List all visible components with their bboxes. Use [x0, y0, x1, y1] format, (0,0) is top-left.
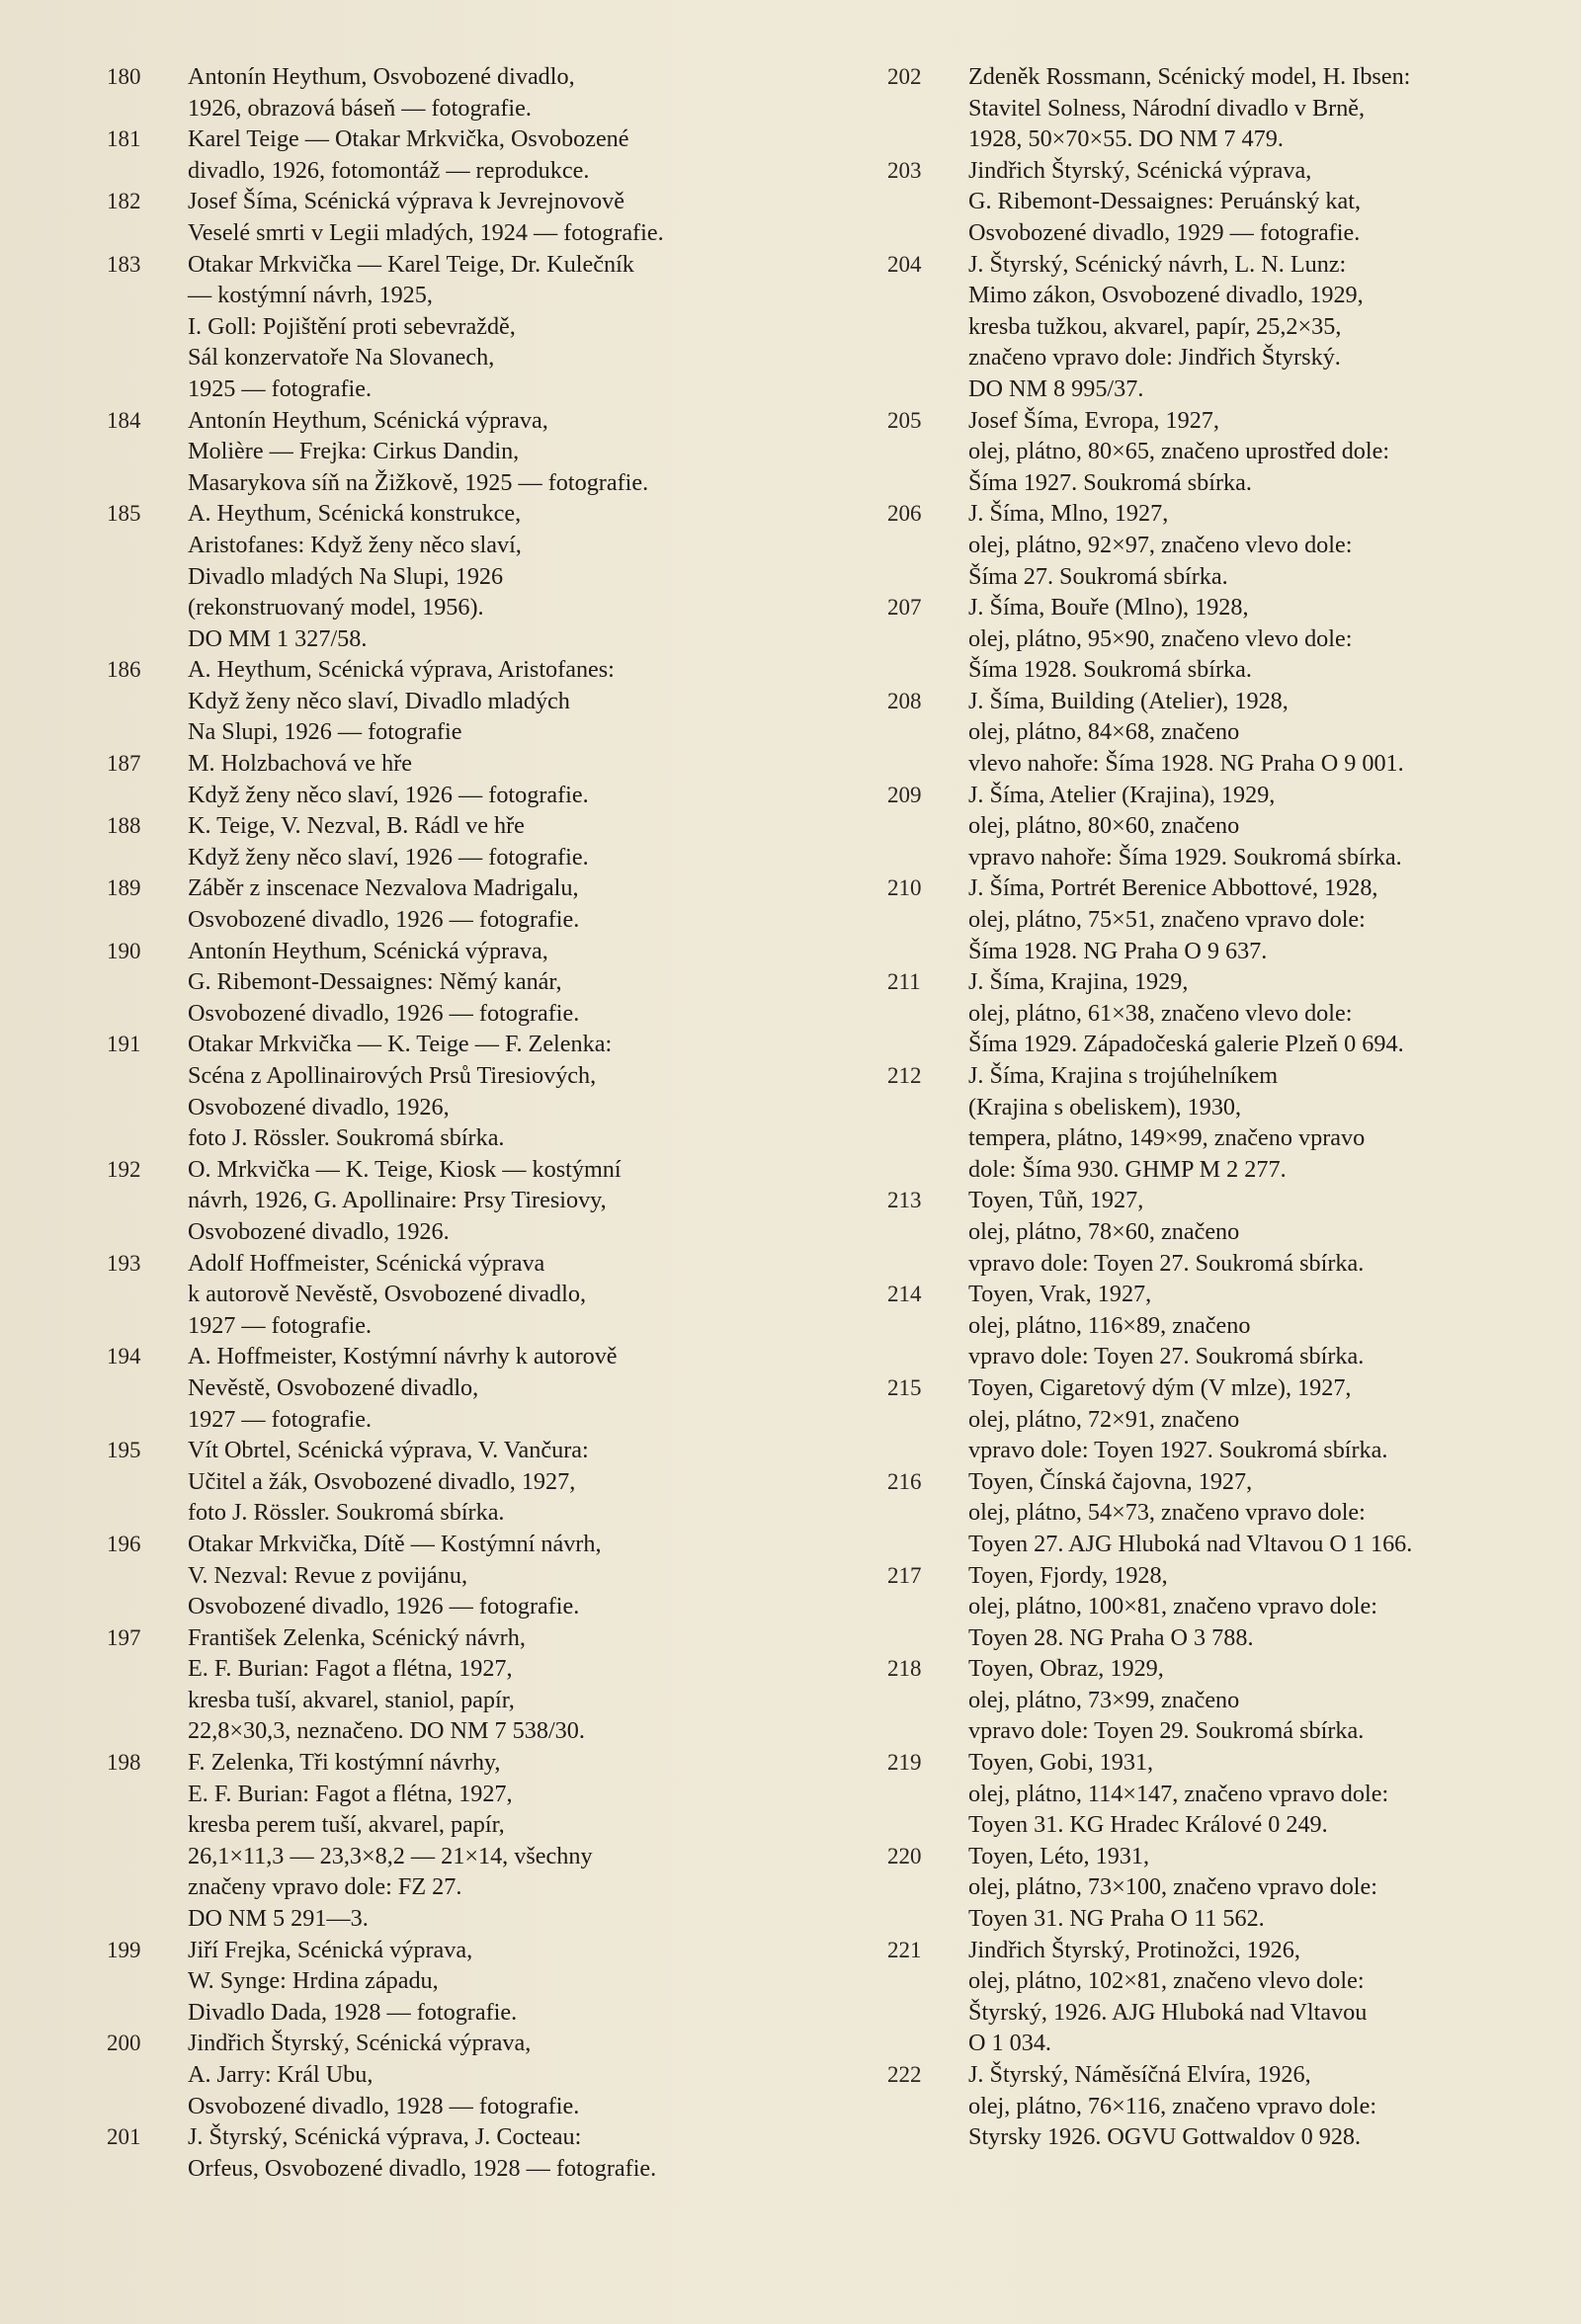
entry-number: 221	[887, 1937, 922, 1962]
entry-line: E. F. Burian: Fagot a flétna, 1927,	[188, 1655, 513, 1683]
entry-line: kresba perem tuší, akvarel, papír,	[188, 1811, 505, 1839]
left-column	[107, 61, 789, 2184]
entry-number: 219	[887, 1750, 922, 1776]
entry-line: olej, plátno, 116×89, značeno	[968, 1311, 1251, 1339]
entry-text	[188, 1529, 789, 1622]
entry-line: tempera, plátno, 149×99, značeno vpravo	[968, 1124, 1366, 1152]
entry-text	[968, 405, 1544, 499]
entry-line: olej, plátno, 84×68, značeno	[968, 718, 1240, 746]
entry-number: 222	[887, 2062, 922, 2087]
catalog-entry	[107, 1935, 789, 2029]
entry-number: 190	[107, 938, 141, 963]
entry-line: (rekonstruovaný model, 1956).	[188, 594, 484, 622]
catalog-entry	[887, 1372, 1544, 1466]
entry-line: Vít Obrtel, Scénická výprava, V. Vančura:	[188, 1437, 589, 1464]
entry-text	[968, 592, 1544, 686]
catalog-entry	[107, 405, 789, 499]
entry-line: Toyen, Léto, 1931,	[968, 1842, 1150, 1869]
entry-line: Toyen 28. NG Praha O 3 788.	[968, 1623, 1254, 1651]
entry-text	[188, 2121, 789, 2184]
entry-line: Orfeus, Osvobozené divadlo, 1928 — fotografie.	[188, 2154, 657, 2182]
entry-number: 182	[107, 189, 141, 214]
catalog-entry	[887, 872, 1544, 966]
entry-line: Toyen, Gobi, 1931,	[968, 1749, 1154, 1777]
entry-number: 207	[887, 595, 922, 621]
catalog-entry	[107, 2121, 789, 2184]
entry-line: Antonín Heythum, Scénická výprava,	[188, 937, 548, 964]
entry-number: 213	[887, 1188, 922, 1213]
entry-number: 187	[107, 751, 141, 777]
catalog-entry	[887, 966, 1544, 1060]
entry-line: Divadlo Dada, 1928 — fotografie.	[188, 1998, 518, 2026]
entry-line: Josef Šíma, Scénická výprava k Jevrejnovově	[188, 188, 624, 215]
entry-text	[188, 654, 789, 748]
entry-line: G. Ribemont-Dessaignes: Peruánský kat,	[968, 188, 1362, 215]
entry-line: olej, plátno, 73×100, značeno vpravo dole:	[968, 1873, 1377, 1901]
entry-text	[188, 1029, 789, 1153]
catalog-entry	[887, 1466, 1544, 1560]
entry-line: návrh, 1926, G. Apollinaire: Prsy Tiresiovy,	[188, 1187, 607, 1214]
entry-line: vpravo dole: Toyen 27. Soukromá sbírka.	[968, 1343, 1365, 1370]
catalog-entry	[887, 1560, 1544, 1654]
entry-line: J. Štyrský, Scénický návrh, L. N. Lunz:	[968, 250, 1347, 278]
entry-text	[968, 155, 1544, 249]
entry-line: Otakar Mrkvička, Dítě — Kostýmní návrh,	[188, 1530, 602, 1557]
entry-line: Masarykova síň na Žižkově, 1925 — fotografie.	[188, 468, 649, 496]
catalog-entry	[107, 748, 789, 810]
entry-line: DO NM 8 995/37.	[968, 374, 1144, 402]
entry-line: Molière — Frejka: Cirkus Dandin,	[188, 438, 520, 465]
entry-line: Adolf Hoffmeister, Scénická výprava	[188, 1249, 545, 1277]
entry-number: 197	[107, 1624, 141, 1650]
entry-text	[188, 1935, 789, 2029]
entry-text	[968, 1185, 1544, 1279]
entry-text	[188, 1747, 789, 1935]
entry-number: 217	[887, 1562, 922, 1588]
entry-number: 186	[107, 657, 141, 683]
catalog-entry	[887, 498, 1544, 592]
catalog-entry	[107, 872, 789, 935]
entry-number: 206	[887, 501, 922, 527]
entry-line: olej, plátno, 75×51, značeno vpravo dole:	[968, 906, 1366, 934]
catalog-entry	[887, 1185, 1544, 1279]
entry-line: DO NM 5 291—3.	[188, 1905, 369, 1933]
entry-text	[188, 810, 789, 872]
entry-number: 204	[887, 251, 922, 277]
entry-number: 185	[107, 501, 141, 527]
entry-line: J. Šíma, Krajina, 1929,	[968, 968, 1189, 996]
entry-number: 189	[107, 875, 141, 901]
catalog-entry	[107, 1435, 789, 1529]
entry-number: 184	[107, 407, 141, 433]
entry-line: Sál konzervatoře Na Slovanech,	[188, 344, 495, 372]
catalog-entry	[107, 1341, 789, 1435]
entry-number: 214	[887, 1282, 922, 1307]
entry-line: W. Synge: Hrdina západu,	[188, 1967, 439, 1995]
catalog-entry	[887, 249, 1544, 405]
catalog-entry	[107, 1529, 789, 1622]
entry-line: (Krajina s obeliskem), 1930,	[968, 1093, 1242, 1120]
entry-line: kresba tužkou, akvarel, papír, 25,2×35,	[968, 312, 1342, 340]
entry-line: M. Holzbachová ve hře	[188, 750, 413, 778]
entry-line: Styrsky 1926. OGVU Gottwaldov 0 928.	[968, 2123, 1362, 2151]
catalog-entry	[887, 155, 1544, 249]
entry-line: Otakar Mrkvička — Karel Teige, Dr. Kulečník	[188, 250, 634, 278]
entry-number: 195	[107, 1438, 141, 1463]
catalog-entry	[107, 186, 789, 248]
entry-line: J. Štyrský, Náměsíčná Elvíra, 1926,	[968, 2061, 1311, 2088]
entry-line: kresba tuší, akvarel, staniol, papír,	[188, 1686, 515, 1713]
entry-line: Toyen 31. KG Hradec Králové 0 249.	[968, 1811, 1328, 1839]
entry-line: A. Jarry: Král Ubu,	[188, 2061, 374, 2088]
entry-line: — kostýmní návrh, 1925,	[188, 282, 433, 309]
entry-text	[188, 872, 789, 935]
entry-line: Jiří Frejka, Scénická výprava,	[188, 1936, 473, 1963]
catalog-entry	[887, 2059, 1544, 2153]
entry-line: olej, plátno, 80×65, značeno uprostřed dole:	[968, 438, 1390, 465]
entry-line: 1928, 50×70×55. DO NM 7 479.	[968, 125, 1284, 153]
entry-line: vpravo dole: Toyen 1927. Soukromá sbírka.	[968, 1437, 1388, 1464]
entry-line: olej, plátno, 95×90, značeno vlevo dole:	[968, 624, 1353, 652]
entry-line: divadlo, 1926, fotomontáž — reprodukce.	[188, 156, 590, 184]
entry-number: 193	[107, 1250, 141, 1276]
entry-text	[968, 498, 1544, 592]
entry-line: Když ženy něco slaví, 1926 — fotografie.	[188, 781, 589, 808]
entry-text	[968, 966, 1544, 1060]
entry-line: J. Šíma, Krajina s trojúhelníkem	[968, 1062, 1279, 1089]
entry-line: 22,8×30,3, neznačeno. DO NM 7 538/30.	[188, 1717, 585, 1745]
entry-line: Jindřich Štyrský, Protinožci, 1926,	[968, 1936, 1300, 1963]
entry-line: Josef Šíma, Evropa, 1927,	[968, 406, 1219, 434]
entry-line: O 1 034.	[968, 2030, 1051, 2057]
entry-line: značeny vpravo dole: FZ 27.	[188, 1873, 462, 1901]
entry-line: 1925 — fotografie.	[188, 374, 373, 402]
entry-line: Nevěstě, Osvobozené divadlo,	[188, 1373, 479, 1401]
entry-line: Toyen, Cigaretový dým (V mlze), 1927,	[968, 1373, 1352, 1401]
entry-line: olej, plátno, 76×116, značeno vpravo dole:	[968, 2092, 1377, 2119]
entry-line: 1927 — fotografie.	[188, 1311, 373, 1339]
entry-line: olej, plátno, 61×38, značeno vlevo dole:	[968, 999, 1353, 1027]
catalog-entry	[887, 1653, 1544, 1747]
entry-text	[188, 186, 789, 248]
entry-line: Šíma 1927. Soukromá sbírka.	[968, 468, 1252, 496]
entry-line: vpravo dole: Toyen 27. Soukromá sbírka.	[968, 1249, 1365, 1277]
entry-line: olej, plátno, 102×81, značeno vlevo dole:	[968, 1967, 1365, 1995]
entry-number: 211	[887, 969, 921, 995]
entry-line: vpravo dole: Toyen 29. Soukromá sbírka.	[968, 1717, 1365, 1745]
entry-line: Antonín Heythum, Scénická výprava,	[188, 406, 548, 434]
entry-line: J. Šíma, Building (Atelier), 1928,	[968, 687, 1289, 714]
catalog-entry	[887, 1279, 1544, 1372]
entry-line: Jindřich Štyrský, Scénická výprava,	[188, 2030, 532, 2057]
entry-text	[188, 1341, 789, 1435]
entry-line: J. Šíma, Atelier (Krajina), 1929,	[968, 781, 1276, 808]
entry-line: Toyen 27. AJG Hluboká nad Vltavou O 1 166.	[968, 1530, 1413, 1557]
entry-text	[968, 1279, 1544, 1372]
entry-number: 191	[107, 1032, 141, 1057]
entry-line: Stavitel Solness, Národní divadlo v Brně,	[968, 94, 1366, 122]
entry-line: Osvobozené divadlo, 1926 — fotografie.	[188, 1593, 580, 1620]
entry-line: 1927 — fotografie.	[188, 1405, 373, 1433]
entry-line: Osvobozené divadlo, 1926 — fotografie.	[188, 999, 580, 1027]
entry-line: Toyen, Fjordy, 1928,	[968, 1561, 1168, 1589]
entry-line: olej, plátno, 54×73, značeno vpravo dole:	[968, 1499, 1366, 1527]
entry-line: olej, plátno, 78×60, značeno	[968, 1217, 1240, 1245]
entry-line: A. Hoffmeister, Kostýmní návrhy k autorově	[188, 1343, 618, 1370]
catalog-entry	[107, 61, 789, 124]
entry-number: 180	[107, 64, 141, 89]
entry-line: Toyen, Obraz, 1929,	[968, 1655, 1164, 1683]
catalog-entry	[887, 1935, 1544, 2059]
entry-line: Zdeněk Rossmann, Scénický model, H. Ibsen:	[968, 63, 1411, 90]
entry-number: 188	[107, 813, 141, 839]
entry-line: Jindřich Štyrský, Scénická výprava,	[968, 156, 1312, 184]
entry-number: 210	[887, 875, 922, 901]
entry-line: Šíma 1928. Soukromá sbírka.	[968, 656, 1252, 684]
entry-text	[968, 249, 1544, 405]
entry-line: Osvobozené divadlo, 1929 — fotografie.	[968, 218, 1361, 246]
catalog-entry	[107, 124, 789, 186]
catalog-entry	[887, 780, 1544, 873]
entry-line: J. Šíma, Mlno, 1927,	[968, 500, 1169, 528]
entry-line: Šíma 1928. NG Praha O 9 637.	[968, 937, 1268, 964]
entry-number: 218	[887, 1656, 922, 1682]
entry-text	[188, 124, 789, 186]
entry-line: Toyen 31. NG Praha O 11 562.	[968, 1905, 1265, 1933]
entry-number: 203	[887, 157, 922, 183]
catalog-entry	[107, 810, 789, 872]
catalog-entry	[107, 1747, 789, 1935]
entry-number: 181	[107, 126, 141, 152]
entry-line: František Zelenka, Scénický návrh,	[188, 1623, 526, 1651]
entry-text	[188, 936, 789, 1030]
entry-line: Karel Teige — Otakar Mrkvička, Osvobozené	[188, 125, 629, 153]
entry-line: olej, plátno, 100×81, značeno vpravo dole:	[968, 1593, 1377, 1620]
entry-line: 26,1×11,3 — 23,3×8,2 — 21×14, všechny	[188, 1842, 593, 1869]
entry-line: J. Šíma, Bouře (Mlno), 1928,	[968, 594, 1249, 622]
catalog-entry	[107, 249, 789, 405]
entry-text	[968, 61, 1544, 155]
entry-text	[968, 1372, 1544, 1466]
catalog-entry	[107, 1154, 789, 1248]
entry-line: J. Štyrský, Scénická výprava, J. Cocteau:	[188, 2123, 582, 2151]
entry-number: 205	[887, 407, 922, 433]
entry-text	[188, 748, 789, 810]
entry-line: Scéna z Apollinairových Prsů Tiresiových,	[188, 1062, 597, 1089]
entry-line: Na Slupi, 1926 — fotografie	[188, 718, 462, 746]
entry-text	[188, 405, 789, 499]
entry-text	[188, 1622, 789, 1747]
entry-number: 194	[107, 1344, 141, 1370]
entry-line: Veselé smrti v Legii mladých, 1924 — fotografie.	[188, 218, 664, 246]
entry-line: Osvobozené divadlo, 1928 — fotografie.	[188, 2092, 580, 2119]
catalog-entry	[107, 2028, 789, 2121]
entry-line: F. Zelenka, Tři kostýmní návrhy,	[188, 1749, 501, 1777]
entry-line: Osvobozené divadlo, 1926.	[188, 1217, 450, 1245]
catalog-entry	[107, 498, 789, 654]
entry-text	[968, 1560, 1544, 1654]
entry-line: vlevo nahoře: Šíma 1928. NG Praha O 9 001.	[968, 750, 1404, 778]
right-column	[887, 61, 1544, 2153]
entry-line: vpravo nahoře: Šíma 1929. Soukromá sbírka.	[968, 843, 1402, 871]
entry-text	[188, 249, 789, 405]
entry-line: I. Goll: Pojištění proti sebevraždě,	[188, 312, 516, 340]
entry-number: 196	[107, 1531, 141, 1556]
entry-number: 220	[887, 1843, 922, 1868]
catalog-entry	[887, 1060, 1544, 1185]
entry-text	[188, 2028, 789, 2121]
entry-number: 199	[107, 1937, 141, 1962]
entry-number: 201	[107, 2124, 141, 2150]
entry-line: Když ženy něco slaví, Divadlo mladých	[188, 687, 570, 714]
entry-line: foto J. Rössler. Soukromá sbírka.	[188, 1499, 505, 1527]
entry-text	[968, 1747, 1544, 1841]
entry-line: O. Mrkvička — K. Teige, Kiosk — kostýmní	[188, 1155, 622, 1183]
entry-text	[968, 1060, 1544, 1185]
entry-line: E. F. Burian: Fagot a flétna, 1927,	[188, 1780, 513, 1807]
entry-text	[968, 872, 1544, 966]
entry-line: olej, plátno, 92×97, značeno vlevo dole:	[968, 531, 1353, 558]
entry-number: 192	[107, 1156, 141, 1182]
entry-text	[968, 2059, 1544, 2153]
entry-line: Otakar Mrkvička — K. Teige — F. Zelenka:	[188, 1031, 613, 1058]
catalog-entry	[107, 1029, 789, 1153]
entry-line: Aristofanes: Když ženy něco slaví,	[188, 531, 522, 558]
entry-line: A. Heythum, Scénická výprava, Aristofanes:	[188, 656, 615, 684]
entry-text	[968, 1841, 1544, 1935]
entry-text	[188, 1248, 789, 1342]
entry-line: Toyen, Čínská čajovna, 1927,	[968, 1467, 1253, 1495]
entry-line: Šíma 27. Soukromá sbírka.	[968, 562, 1228, 590]
entry-line: Osvobozené divadlo, 1926 — fotografie.	[188, 906, 580, 934]
entry-line: olej, plátno, 114×147, značeno vpravo dole:	[968, 1780, 1389, 1807]
entry-number: 200	[107, 2031, 141, 2056]
entry-number: 216	[887, 1468, 922, 1494]
catalog-entry	[107, 654, 789, 748]
catalog-entry	[887, 592, 1544, 686]
entry-line: dole: Šíma 930. GHMP M 2 277.	[968, 1155, 1287, 1183]
catalog-entry	[107, 1622, 789, 1747]
entry-line: Když ženy něco slaví, 1926 — fotografie.	[188, 843, 589, 871]
entry-line: V. Nezval: Revue z povijánu,	[188, 1561, 468, 1589]
catalog-entry	[887, 1841, 1544, 1935]
entry-line: Mimo zákon, Osvobozené divadlo, 1929,	[968, 282, 1364, 309]
entry-line: Antonín Heythum, Osvobozené divadlo,	[188, 63, 575, 90]
entry-number: 212	[887, 1063, 922, 1088]
entry-line: J. Šíma, Portrét Berenice Abbottové, 1928,	[968, 874, 1378, 902]
entry-line: Učitel a žák, Osvobozené divadlo, 1927,	[188, 1467, 576, 1495]
entry-text	[968, 780, 1544, 873]
entry-text	[968, 1466, 1544, 1560]
entry-line: Záběr z inscenace Nezvalova Madrigalu,	[188, 874, 579, 902]
entry-line: Toyen, Tůň, 1927,	[968, 1187, 1144, 1214]
entry-text	[968, 1935, 1544, 2059]
entry-text	[188, 61, 789, 124]
entry-number: 202	[887, 64, 922, 89]
catalog-entry	[887, 61, 1544, 155]
entry-line: 1926, obrazová báseň — fotografie.	[188, 94, 532, 122]
entry-number: 208	[887, 688, 922, 713]
catalog-entry	[107, 936, 789, 1030]
entry-line: foto J. Rössler. Soukromá sbírka.	[188, 1124, 505, 1152]
entry-text	[188, 498, 789, 654]
entry-line: G. Ribemont-Dessaignes: Němý kanár,	[188, 968, 562, 996]
entry-line: Toyen, Vrak, 1927,	[968, 1281, 1152, 1308]
entry-number: 198	[107, 1750, 141, 1776]
entry-text	[188, 1154, 789, 1248]
entry-line: Šíma 1929. Západočeská galerie Plzeň 0 694.	[968, 1031, 1404, 1058]
entry-line: k autorově Nevěstě, Osvobozené divadlo,	[188, 1281, 587, 1308]
entry-line: Štyrský, 1926. AJG Hluboká nad Vltavou	[968, 1998, 1368, 2026]
catalog-entry	[887, 686, 1544, 780]
entry-line: olej, plátno, 72×91, značeno	[968, 1405, 1240, 1433]
entry-line: Osvobozené divadlo, 1926,	[188, 1093, 450, 1120]
entry-text	[188, 1435, 789, 1529]
entry-number: 209	[887, 782, 922, 807]
entry-line: A. Heythum, Scénická konstrukce,	[188, 500, 522, 528]
entry-line: K. Teige, V. Nezval, B. Rádl ve hře	[188, 812, 525, 840]
catalog-entry	[107, 1248, 789, 1342]
entry-line: Divadlo mladých Na Slupi, 1926	[188, 562, 504, 590]
entry-number: 215	[887, 1374, 922, 1400]
entry-line: olej, plátno, 73×99, značeno	[968, 1686, 1240, 1713]
catalog-entry	[887, 1747, 1544, 1841]
entry-line: olej, plátno, 80×60, značeno	[968, 812, 1240, 840]
entry-text	[968, 1653, 1544, 1747]
entry-number: 183	[107, 251, 141, 277]
catalog-entry	[887, 405, 1544, 499]
entry-text	[968, 686, 1544, 780]
entry-line: DO MM 1 327/58.	[188, 624, 368, 652]
entry-line: značeno vpravo dole: Jindřich Štyrský.	[968, 344, 1341, 372]
